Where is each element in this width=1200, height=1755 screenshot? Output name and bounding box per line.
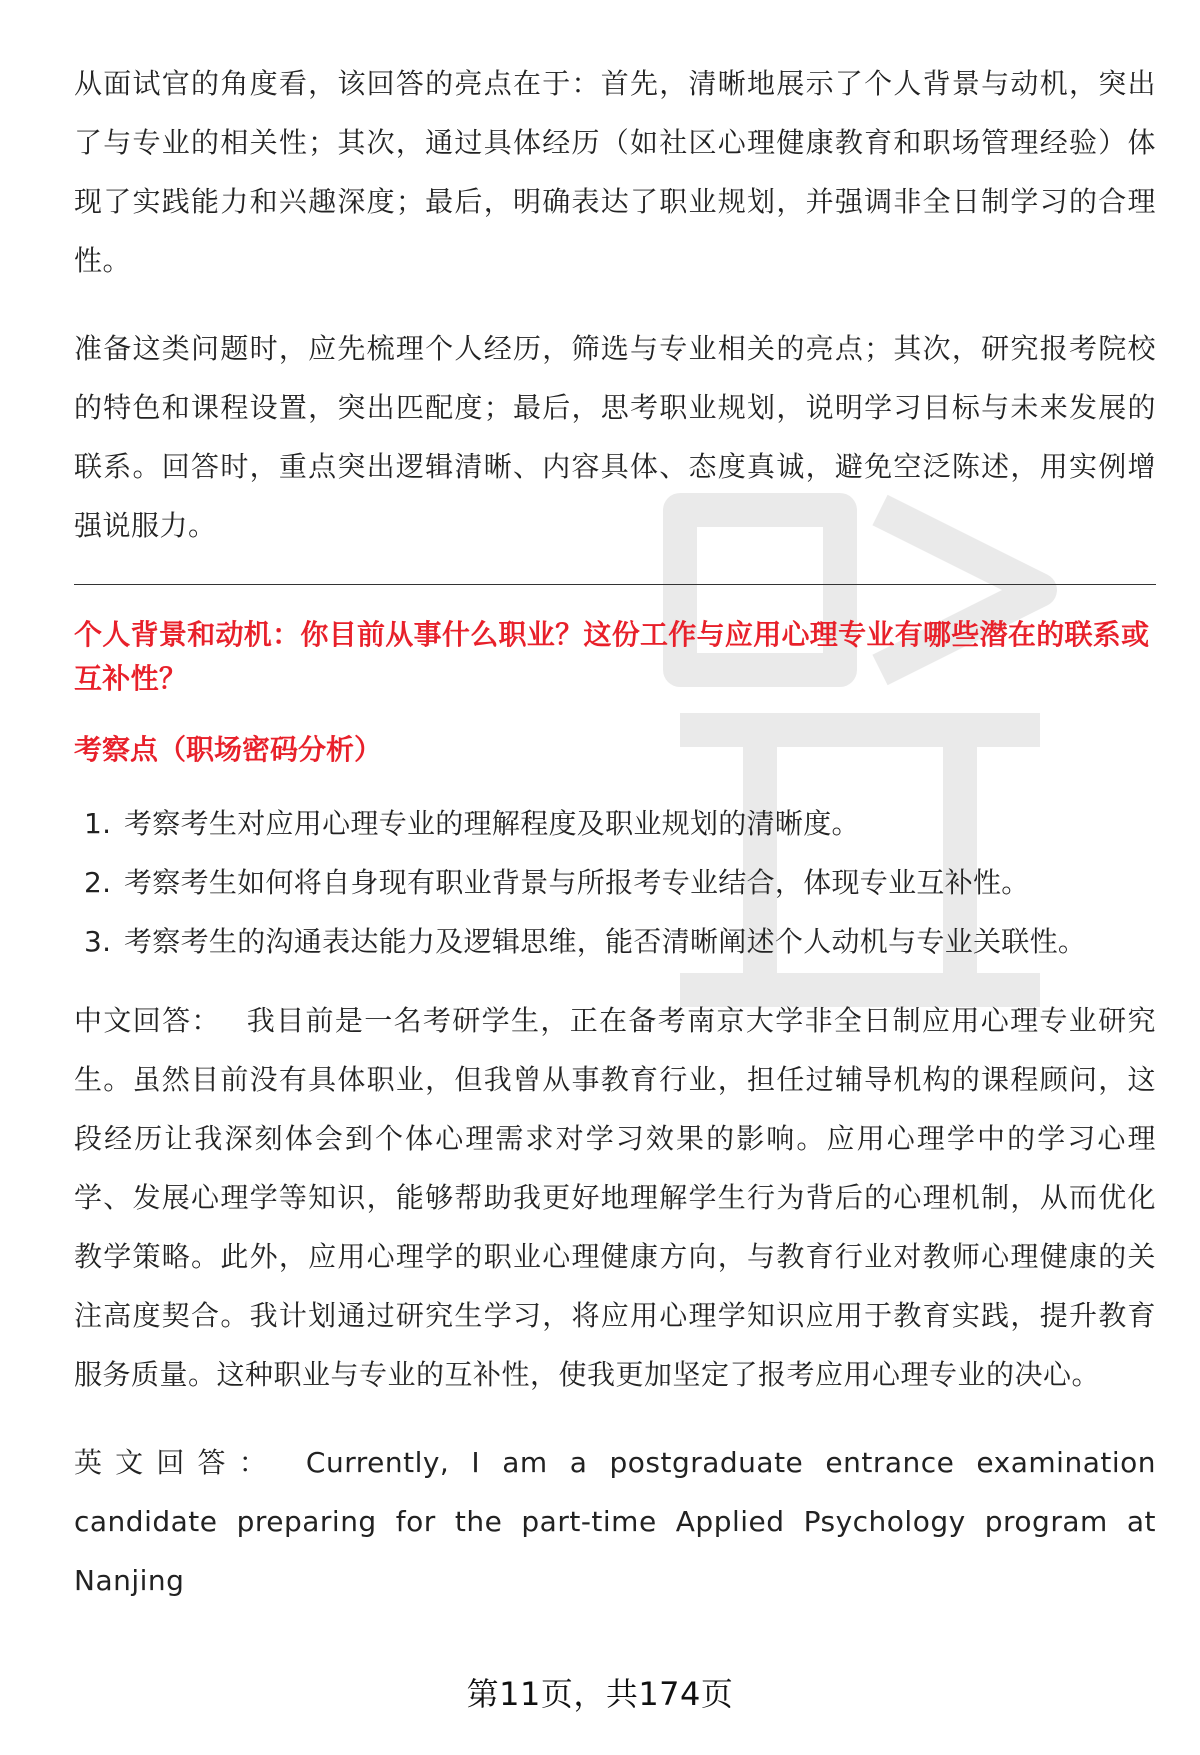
english-answer-label: 英文回答：: [74, 1446, 280, 1479]
list-item-number: 1.: [84, 807, 112, 840]
section-divider: [74, 584, 1156, 585]
exam-points-list: [74, 794, 1156, 971]
page-number-footer: 第11页，共174页: [466, 1675, 734, 1713]
list-item: [74, 853, 1156, 912]
list-item-text: 考察考生对应用心理专业的理解程度及职业规划的清晰度。: [124, 807, 860, 840]
english-answer: [74, 1433, 1156, 1610]
chinese-answer-label: 中文回答：: [74, 1004, 221, 1037]
list-item-number: 2.: [84, 866, 112, 899]
chinese-answer: [74, 991, 1156, 1404]
exam-points-heading: 考察点（职场密码分析）: [74, 733, 383, 766]
chinese-answer-text: 我目前是一名考研学生，正在备考南京大学非全日制应用心理专业研究生。虽然目前没有具体职业，但我曾从事教育行业，担任过辅导机构的课程顾问，这段经历让我深刻体会到个体心理需求对学习效果的影响。应用心理学中的学习心理学、发展心理学等知识，能够帮助我更好地理解学生行为背后的心理机制，从而优化教学策略。此外，应用心理学的职业心理健康方向，与教育行业对教师心理健康的关注高度契合。我计划通过研究生学习，将应用心理学知识应用于教育实践，提升教育服务质量。这种职业与专业的互补性，使我更加坚定了报考应用心理专业的决心。: [74, 1004, 1156, 1391]
list-item: [74, 912, 1156, 971]
document-page: [74, 54, 1156, 1639]
list-item-text: 考察考生如何将自身现有职业背景与所报考专业结合，体现专业互补性。: [124, 866, 1030, 899]
list-item-number: 3.: [84, 925, 112, 958]
question-heading: 个人背景和动机：你目前从事什么职业？这份工作与应用心理专业有哪些潜在的联系或互补性？: [74, 618, 1150, 695]
list-item: [74, 794, 1156, 853]
english-answer-text: Currently, I am a postgraduate entrance examination candidate preparing for the part-time Applied Psychology program at Nanjing: [74, 1446, 1156, 1597]
paragraph-preparation-advice: 准备这类问题时，应先梳理个人经历，筛选与专业相关的亮点；其次，研究报考院校的特色和课程设置，突出匹配度；最后，思考职业规划，说明学习目标与未来发展的联系。回答时，重点突出逻辑清晰、内容具体、态度真诚，避免空泛陈述，用实例增强说服力。: [74, 332, 1156, 542]
paragraph-interviewer-view: 从面试官的角度看，该回答的亮点在于：首先，清晰地展示了个人背景与动机，突出了与专业的相关性；其次，通过具体经历（如社区心理健康教育和职场管理经验）体现了实践能力和兴趣深度；最后，明确表达了职业规划，并强调非全日制学习的合理性。: [74, 67, 1156, 277]
list-item-text: 考察考生的沟通表达能力及逻辑思维，能否清晰阐述个人动机与专业关联性。: [124, 925, 1087, 958]
